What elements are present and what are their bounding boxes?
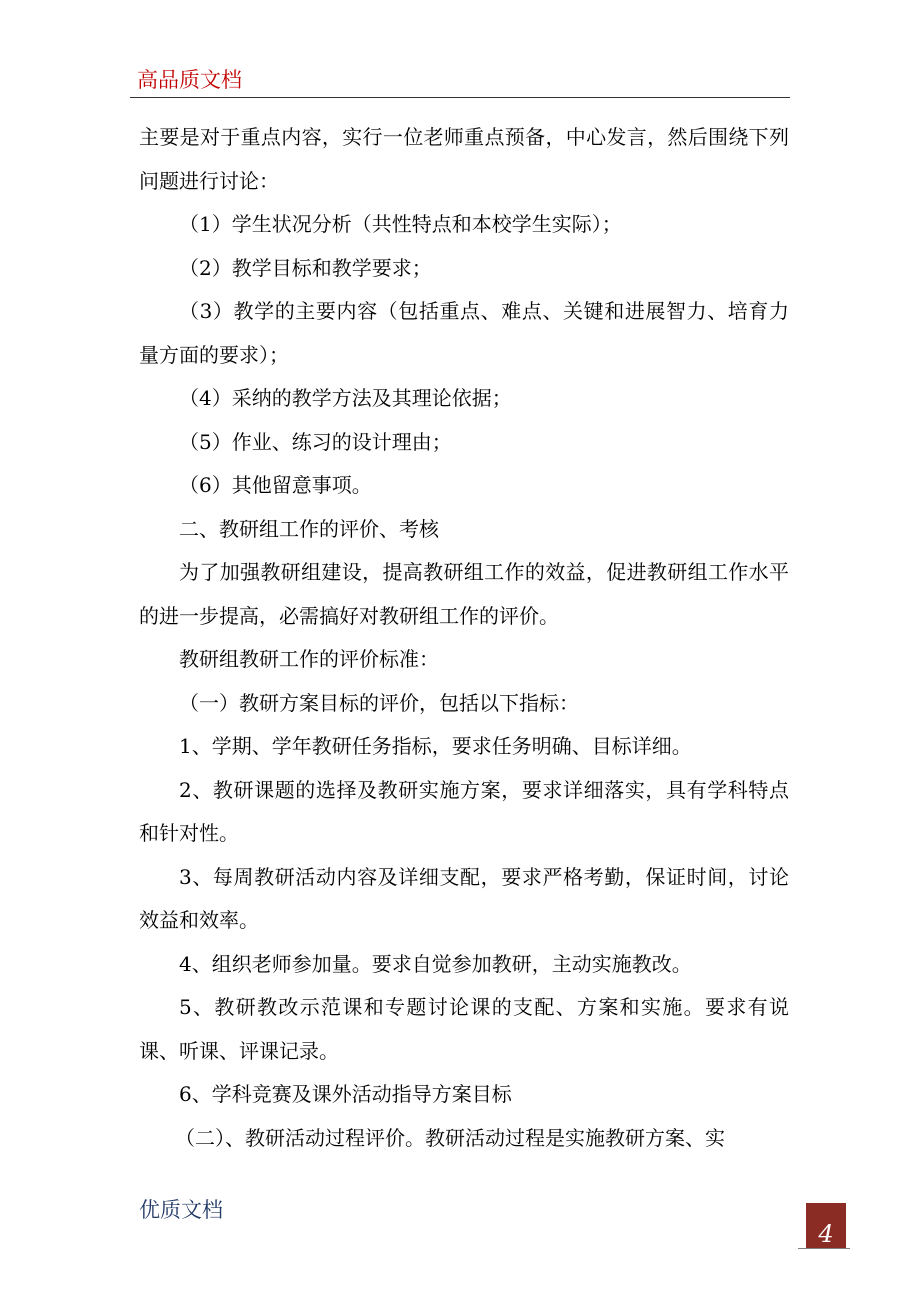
paragraph: 主要是对于重点内容，实行一位老师重点预备，中心发言，然后围绕下列问题进行讨论： — [139, 125, 789, 193]
list-item: 1、学期、学年教研任务指标，要求任务明确、目标详细。 — [179, 734, 692, 758]
paragraph: 为了加强教研组建设，提高教研组工作的效益，促进教研组工作水平的进一步提高，必需搞好对教研组工作的评价。 — [139, 560, 789, 628]
list-item: （3）教学的主要内容（包括重点、难点、关键和进展智力、培育力量方面的要求）； — [139, 299, 789, 367]
list-item: （1）学生状况分析（共性特点和本校学生实际）； — [179, 212, 622, 236]
list-item: 6、学科竞赛及课外活动指导方案目标 — [179, 1082, 512, 1106]
paragraph: 教研组教研工作的评价标准： — [179, 647, 439, 671]
list-item: （6）其他留意事项。 — [179, 473, 372, 497]
header-divider — [130, 97, 790, 98]
list-item: 3、每周教研活动内容及详细支配，要求严格考勤，保证时间，讨论效益和效率。 — [139, 864, 789, 932]
section-heading: 二、教研组工作的评价、考核 — [179, 516, 439, 541]
list-item: （4）采纳的教学方法及其理论依据； — [179, 386, 512, 410]
page-number-badge — [806, 1203, 846, 1249]
list-item: （5）作业、练习的设计理由； — [179, 429, 452, 454]
page-number: 4 — [818, 1220, 834, 1248]
page-number-underline — [798, 1248, 850, 1249]
document-footer-title: 优质文档 — [139, 1198, 223, 1222]
document-header-title: 高品质文档 — [137, 68, 242, 92]
list-item: 5、教研教改示范课和专题讨论课的支配、方案和实施。要求有说课、听课、评课记录。 — [139, 995, 789, 1063]
list-item: 4、组织老师参加量。要求自觉参加教研，主动实施教改。 — [179, 951, 692, 976]
subsection-heading: （二）、教研活动过程评价。教研活动过程是实施教研方案、实 — [175, 1125, 725, 1150]
list-item: （2）教学目标和教学要求； — [179, 255, 432, 280]
document-body — [139, 116, 789, 1160]
list-item: 2、教研课题的选择及教研实施方案，要求详细落实，具有学科特点和针对性。 — [139, 777, 789, 845]
subsection-heading: （一）教研方案目标的评价，包括以下指标： — [179, 690, 579, 715]
